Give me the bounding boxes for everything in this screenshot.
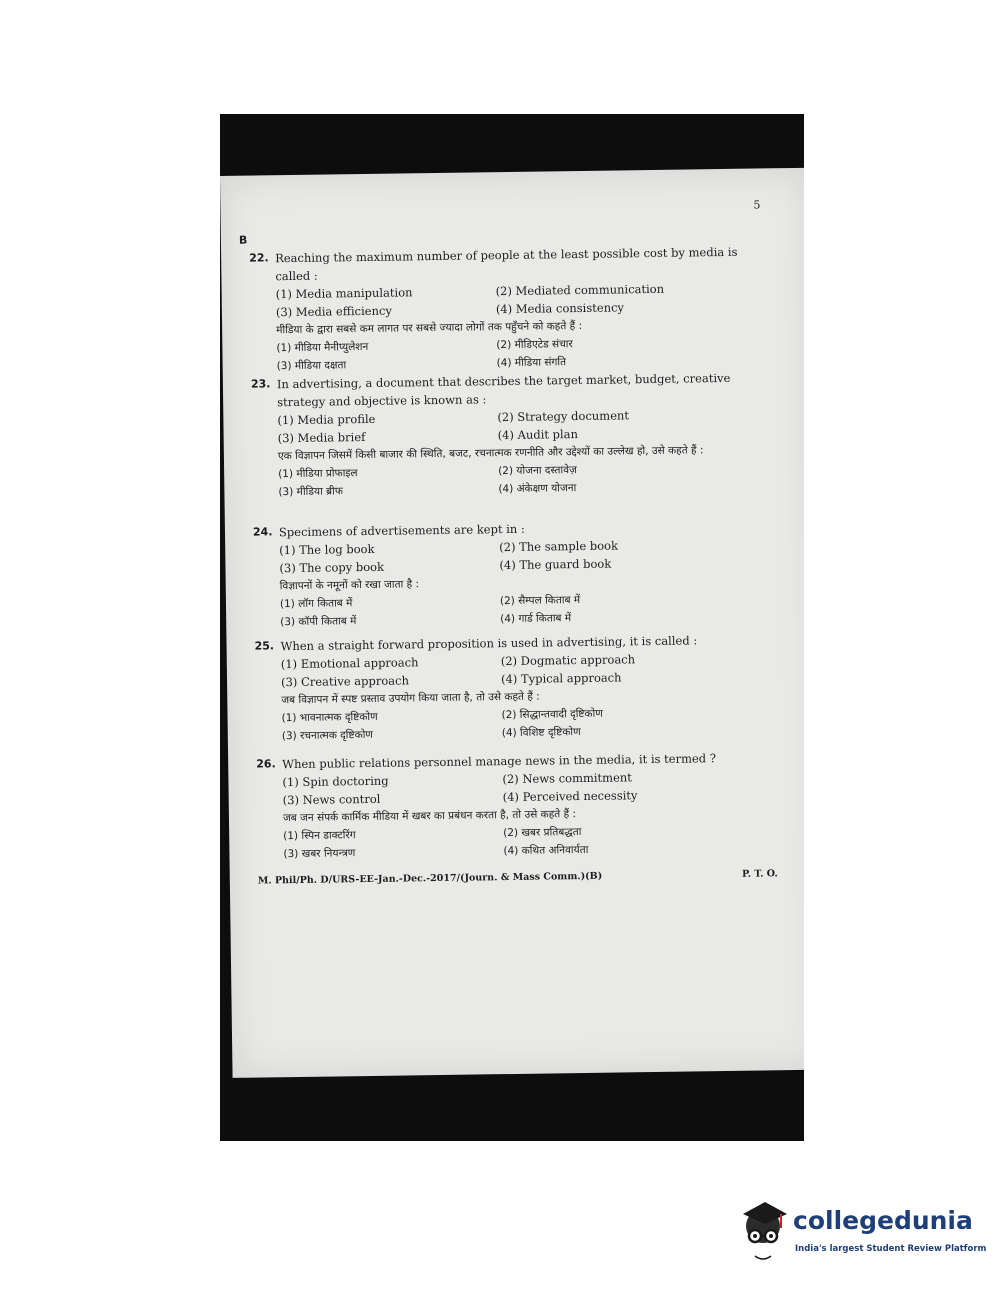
option-4-hindi: (4) गार्ड किताब में	[500, 612, 572, 626]
option-4: (4) Perceived necessity	[502, 788, 638, 805]
option-2-hindi: (2) मीडिएटेड संचार	[496, 338, 573, 352]
question-text: In advertising, a document that describes the target market, budget, creative strategy and objective is known as :	[276, 370, 731, 410]
question-25	[254, 630, 775, 745]
mascot-icon	[735, 1198, 795, 1268]
question-text: Reaching the maximum number of people at the least possible cost by media is called :	[275, 244, 738, 284]
question-text: When public relations personnel manage news in the media, it is termed ?	[282, 751, 717, 772]
option-3: (3) News control	[282, 791, 381, 808]
option-1: (1) The log book	[279, 541, 375, 558]
option-4-hindi: (4) अंकेक्षण योजना	[498, 482, 577, 496]
option-4-hindi: (4) विशिष्ट दृष्टिकोण	[501, 726, 581, 740]
option-3-hindi: (3) मीडिया ब्रीफ	[278, 485, 344, 499]
option-4: (4) The guard book	[499, 556, 612, 573]
option-1-hindi: (1) भावनात्मक दृष्टिकोण	[281, 710, 378, 725]
option-1-hindi: (1) मीडिया प्रोफाइल	[278, 467, 358, 481]
option-2: (2) The sample book	[499, 538, 619, 555]
option-3: (3) The copy book	[279, 559, 385, 576]
option-1: (1) Spin doctoring	[282, 773, 389, 790]
option-2: (2) News commitment	[502, 770, 632, 787]
option-3-hindi: (3) रचनात्मक दृष्टिकोण	[281, 728, 374, 743]
option-3-hindi: (3) मीडिया दक्षता	[276, 359, 347, 373]
page-number: 5	[753, 198, 761, 212]
option-3-hindi: (3) कॉपी किताब में	[280, 615, 357, 629]
option-4-hindi: (4) मीडिया संगति	[496, 356, 567, 370]
option-2-hindi: (2) खबर प्रतिबद्धता	[503, 826, 582, 840]
option-1-hindi: (1) स्पिन डाक्टरिंग	[283, 829, 356, 843]
question-23	[251, 368, 773, 501]
question-number: 25.	[254, 639, 275, 653]
paper-code: M. Phil/Ph. D/URS-EE-Jan.-Dec.-2017/(Journ. & Mass Comm.)(B)	[257, 870, 603, 887]
logo-tagline: India's largest Student Review Platform	[795, 1244, 987, 1254]
option-2-hindi: (2) सिद्धान्तवादी दृष्टिकोण	[501, 707, 603, 722]
option-2-hindi: (2) योजना दस्तावेज़	[498, 464, 577, 478]
question-text-hindi: जब जन संपर्क कार्मिक मीडिया में खबर का प्रबंधन करता है, तो उसे कहते हैं :	[282, 808, 577, 825]
option-3-hindi: (3) खबर नियन्त्रण	[283, 847, 356, 861]
option-2: (2) Strategy document	[497, 408, 630, 425]
option-1-hindi: (1) लॉग किताब में	[279, 597, 353, 611]
collegedunia-logo	[735, 1198, 987, 1268]
question-text: When a straight forward proposition is used in advertising, it is called :	[280, 633, 698, 654]
option-3: (3) Creative approach	[280, 673, 410, 690]
option-4: (4) Media consistency	[495, 300, 625, 317]
option-2-hindi: (2) सैम्पल किताब में	[499, 594, 581, 608]
logo-wordmark: collegedunia	[793, 1206, 973, 1235]
option-1: (1) Media manipulation	[275, 285, 413, 302]
option-3: (3) Media brief	[277, 429, 366, 446]
option-4: (4) Audit plan	[497, 427, 579, 443]
question-26	[256, 748, 777, 863]
scanned-photo	[220, 114, 804, 1141]
question-text-hindi: मीडिया के द्वारा सबसे कम लागत पर सबसे ज्यादा लोगों तक पहुँचने को कहते हैं :	[276, 319, 583, 337]
set-code: B	[238, 233, 248, 247]
option-2: (2) Mediated communication	[495, 281, 665, 299]
option-3: (3) Media efficiency	[275, 303, 392, 320]
option-1: (1) Media profile	[277, 411, 376, 428]
question-text: Specimens of advertisements are kept in :	[278, 521, 525, 540]
option-4-hindi: (4) कथित अनिवार्यता	[503, 843, 589, 858]
question-paper-sheet	[220, 168, 804, 1078]
pto-label: P. T. O.	[742, 868, 778, 880]
option-4: (4) Typical approach	[500, 670, 622, 687]
question-text-hindi: एक विज्ञापन जिसमें किसी बाजार की स्थिति, बजट, रचनात्मक रणनीति और उद्देश्यों का उल्लेख हो, उसे कहते हैं :	[277, 444, 704, 463]
question-text-hindi: जब विज्ञापन में स्पष्ट प्रस्ताव उपयोग किया जाता है, तो उसे कहते हैं :	[281, 690, 540, 707]
question-number: 24.	[252, 525, 273, 539]
question-number: 26.	[256, 757, 276, 771]
option-2: (2) Dogmatic approach	[500, 652, 636, 669]
option-1: (1) Emotional approach	[280, 655, 419, 672]
question-number: 22.	[249, 251, 269, 265]
option-1-hindi: (1) मीडिया मैनीप्युलेशन	[276, 340, 369, 355]
paper-footer	[258, 868, 778, 886]
question-number: 23.	[250, 377, 271, 391]
question-24	[253, 516, 774, 631]
question-22	[249, 242, 771, 375]
question-text-hindi: विज्ञापनों के नमूनों को रखा जाता है :	[279, 578, 420, 593]
